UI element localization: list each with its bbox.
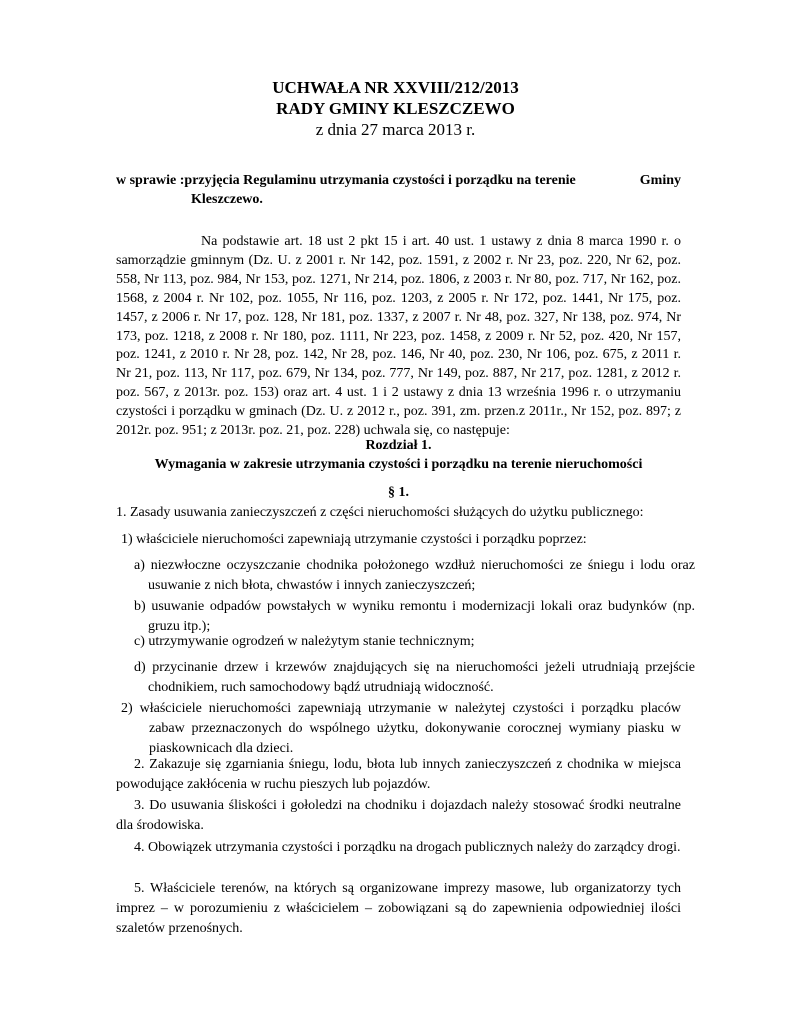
chapter-number: Rozdział 1. xyxy=(365,438,432,453)
point-3: 3. Do usuwania śliskości i gołoledzi na chodniku i dojazdach należy stosować środki neutralne dla środowiska. xyxy=(116,798,681,834)
resolution-subject xyxy=(116,171,681,209)
point-2: 2. Zakazuje się zgarniania śniegu, lodu, błota lub innych zanieczyszczeń z chodnika w miejsca powodujące zakłócenia w ruchu pieszych lub pojazdów. xyxy=(116,757,681,793)
point-4: 4. Obowiązek utrzymania czystości i porządku na drogach publicznych należy do zarządcy drogi. xyxy=(134,840,681,855)
subject-text: w sprawie :przyjęcia Regulaminu utrzymania czystości i porządku na terenie xyxy=(116,173,576,188)
subject-line-1 xyxy=(116,171,681,190)
subpoint-d: d) przycinanie drzew i krzewów znajdujących się na nieruchomości jeżeli utrudniają przejście chodnikiem, ruch samochodowy bądź utrudniają widoczność. xyxy=(134,660,695,696)
chapter-title: Wymagania w zakresie utrzymania czystości i porządku na terenie nieruchomości xyxy=(154,457,643,472)
subject-line-2: Kleszczewo. xyxy=(191,192,263,207)
point-1-intro: 1. Zasady usuwania zanieczyszczeń z części nieruchomości służących do użytku publicznego: xyxy=(116,505,644,520)
subject-text-end: Gminy xyxy=(639,173,681,188)
resolution-date: z dnia 27 marca 2013 r. xyxy=(315,120,476,139)
section-heading: § 1. xyxy=(388,485,409,500)
subpoint-c: c) utrzymywanie ogrodzeń w należytym stanie technicznym; xyxy=(134,634,475,649)
subpoint-a: a) niezwłoczne oczyszczanie chodnika położonego wzdłuż nieruchomości ze śniegu i lodu oraz usuwanie z nich błota, chwastów i innych zanieczyszczeń; xyxy=(134,558,695,594)
point-1-item-1: 1) właściciele nieruchomości zapewniają utrzymanie czystości i porządku poprzez: xyxy=(121,532,587,547)
document-header xyxy=(0,77,791,140)
preamble-paragraph: Na podstawie art. 18 ust 2 pkt 15 i art. 40 ust. 1 ustawy z dnia 8 marca 1990 r. o samorządzie gminnym (Dz. U. z 2001 r. Nr 142, poz. 1591, z 2002 r. Nr 23, poz. 220, Nr 62, poz. 558, Nr 113, poz. 984, Nr 153, poz. 1271, Nr 214, poz. 1806, z 2003 r. Nr 80, poz. 717, Nr 162, poz. 1568, z 2004 r. Nr 102, poz. 1055, Nr 116, poz. 1203, z 2005 r. Nr 172, poz. 1441, Nr 175, poz. 1457, z 2006 r. Nr 17, poz. 128, Nr 181, poz. 1337, z 2007 r. Nr 48, poz. 327, Nr 138, poz. 974, Nr 173, poz. 1218, z 2008 r. Nr 180, poz. 1111, Nr 223, poz. 1458, z 2009 r. Nr 52, poz. 420, Nr 157, poz. 1241, z 2010 r. Nr 28, poz. 142, Nr 28, poz. 146, Nr 40, poz. 230, Nr 106, poz. 675, z 2011 r. Nr 21, poz. 113, Nr 117, poz. 679, Nr 134, poz. 777, Nr 149, poz. 887, Nr 217, poz. 1281, z 2012 r. poz. 567, z 2013r. poz. 153) oraz art. 4 ust. 1 i 2 ustawy z dnia 13 września 1996 r. o utrzymaniu czystości i porządku w gminach (Dz. U. z 2012 r., poz. 391, zm. przen.z 2011r., Nr 152, poz. 897; z 2012r. poz. 951; z 2013r. poz. 21, poz. 228) uchwala się, co następuje: xyxy=(116,234,681,439)
council-name: RADY GMINY KLESZCZEWO xyxy=(276,99,515,118)
resolution-number: UCHWAŁA NR XXVIII/212/2013 xyxy=(272,78,519,97)
point-1-item-2: 2) właściciele nieruchomości zapewniają utrzymanie w należytej czystości i porządku placów zabaw przeznaczonych do wspólnego użytku, dokonywanie corocznej wymiany piasku w piaskownicach dla dzieci. xyxy=(121,701,681,756)
subpoint-b: b) usuwanie odpadów powstałych w wyniku remontu i modernizacji lokali oraz budynków (np. gruzu itp.); xyxy=(134,599,695,635)
point-5: 5. Właściciele terenów, na których są organizowane imprezy masowe, lub organizatorzy tych imprez – w porozumieniu z właścicielem – zobowiązani są do zapewnienia odpowiedniej ilości szaletów przenośnych. xyxy=(116,881,681,937)
